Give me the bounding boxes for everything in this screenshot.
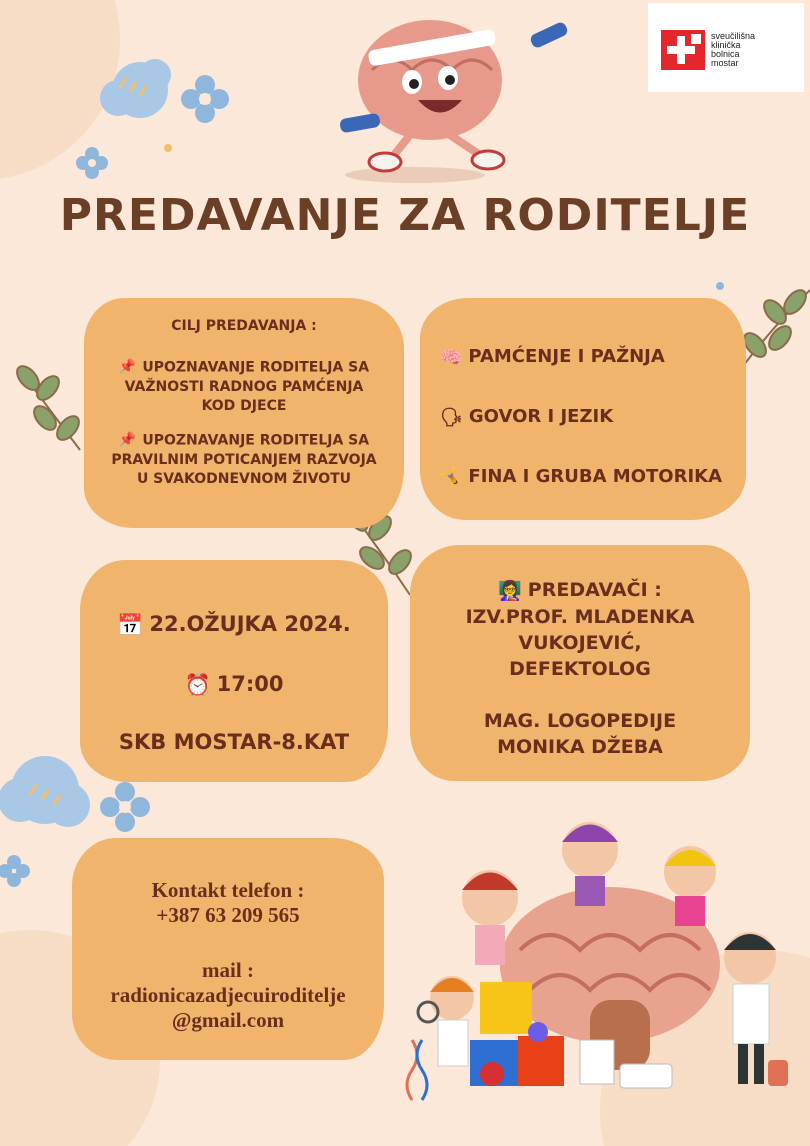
leaf-branch-icon [740,286,810,370]
goal-line: U SVAKODNEVNOM ŽIVOTU [136,470,352,487]
goal-item [90,431,398,489]
spacer [72,928,384,958]
event-date: 22.OŽUJKA 2024. [149,612,351,636]
topic-label: GOVOR I JEZIK [468,406,614,427]
event-date-row [80,612,388,638]
speakers-block [410,577,750,760]
event-time: 17:00 [216,672,284,696]
phone-number[interactable]: +387 63 209 565 [156,903,300,927]
person-exercising-icon: 🤸 [440,466,463,488]
flower-icon [0,855,30,887]
topic-item [440,466,722,488]
dot-decor [716,282,724,290]
goals-card [84,298,404,528]
teacher-icon: 👩‍🏫 [498,579,522,602]
phone-label: Kontakt telefon : [151,878,305,902]
speakers-heading-row [410,577,750,604]
hospital-logo [648,3,804,92]
topic-item [440,406,613,428]
mail-address-user[interactable]: radionicazadjecuiroditelje [110,983,346,1007]
logo-line: bolnica [711,49,740,59]
flower-icon [100,782,150,832]
speaker1-line: IZV.PROF. MLADENKA [465,605,695,628]
event-location: SKB MOSTAR-8.KAT [118,730,350,754]
contact-card [72,838,384,1060]
spacer [410,682,750,708]
pushpin-icon: 📌 [118,359,137,375]
speaker2-line: MAG. LOGOPEDIJE [483,709,677,732]
logo-text [711,32,755,68]
brain-icon: 🧠 [440,346,463,368]
hospital-cross-icon [661,30,705,70]
poster-title: PREDAVANJE ZA RODITELJE [59,190,751,241]
goal-line: 📌 UPOZNAVANJE RODITELJA SA [118,359,370,376]
event-card [80,560,388,782]
flower-icon [76,147,108,179]
speaker1-line: VUKOJEVIĆ, [518,631,642,654]
logo-line: klinička [711,40,741,50]
topics-card [420,298,746,520]
goal-line: 📌 UPOZNAVANJE RODITELJA SA [118,432,370,449]
brain-mascot-illustration [339,20,569,183]
topic-label: PAMĆENJE I PAŽNJA [468,346,665,367]
cloud-icon [0,756,90,827]
logo-line: sveučilišna [711,31,756,41]
mail-address-domain[interactable]: @gmail.com [171,1008,285,1032]
speaking-head-icon: 🗣 [440,406,463,428]
logo-line: mostar [711,58,739,68]
dot-decor [164,144,172,152]
contact-block [72,878,384,1033]
goal-line: VAŽNOSTI RADNOG PAMĆENJA [124,378,364,395]
goals-heading: CILJ PREDAVANJA : [171,318,317,334]
goal-line: PRAVILNIM POTICANJEM RAZVOJA [111,451,377,468]
flower-icon [181,75,229,123]
goal-item [94,358,394,416]
speaker2-line: MONIKA DŽEBA [497,735,663,758]
topic-item [440,346,665,368]
pushpin-icon: 📌 [118,432,137,448]
alarm-clock-icon: ⏰ [184,672,211,697]
event-time-row [80,672,388,698]
goal-line: KOD DJECE [201,397,287,414]
speaker1-line: DEFEKTOLOG [509,657,651,680]
leaf-branch-icon [13,362,83,450]
topic-label: FINA I GRUBA MOTORIKA [468,466,723,487]
calendar-icon: 📅 [117,612,144,637]
speakers-heading: PREDAVAČI : [527,579,662,601]
speakers-card [410,545,750,781]
mail-label: mail : [202,958,254,982]
